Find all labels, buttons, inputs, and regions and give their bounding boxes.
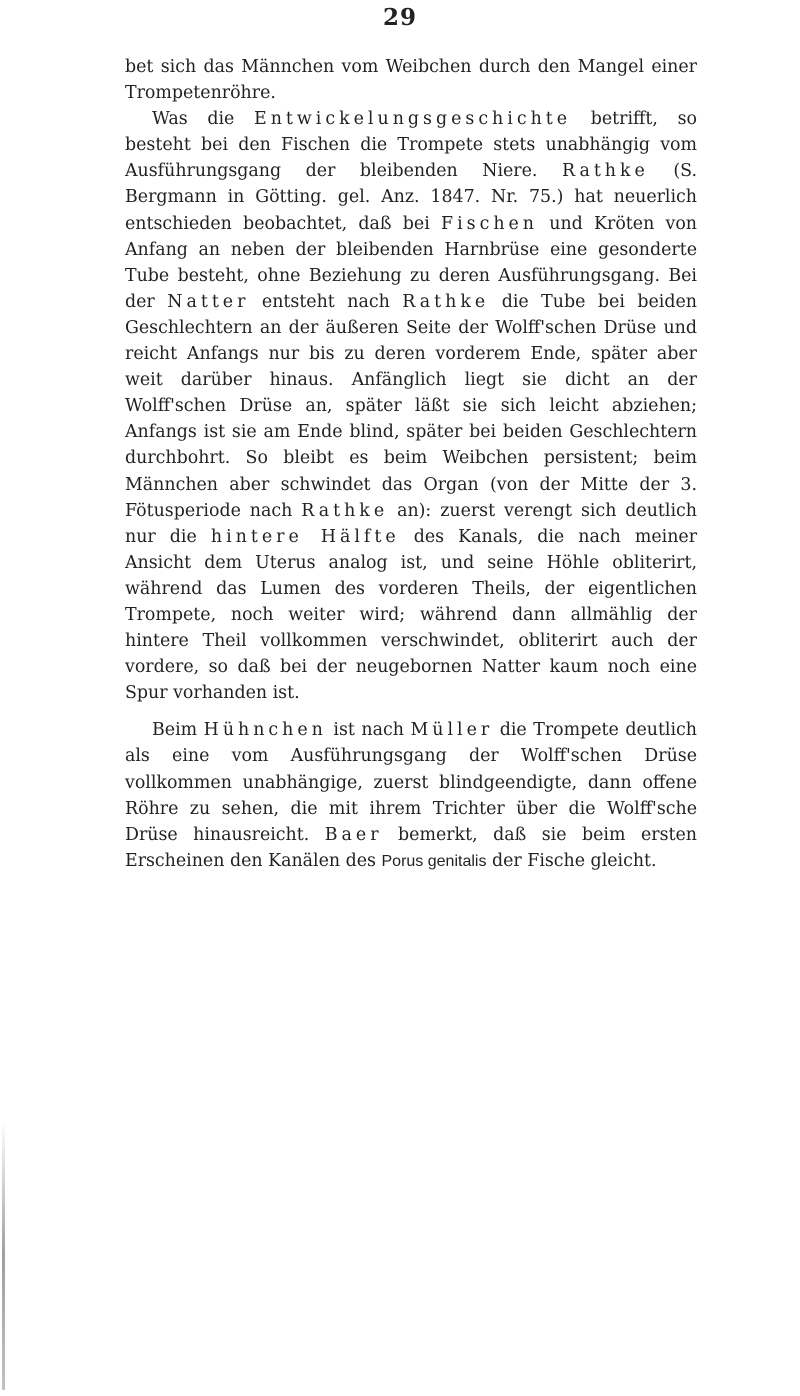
spaced-emphasis-text: Rathke bbox=[561, 161, 649, 182]
text-run: bemerkt, daß sie beim ersten Erscheinen den Kanälen des bbox=[125, 824, 697, 871]
text-run: und Kröten von Anfang an neben der bleibenden Harnbrüse eine gesonderte Tube besteht, ohne Beziehung zu deren Ausführungsgang. Bei der bbox=[125, 213, 698, 312]
spaced-emphasis-text: Müller bbox=[410, 720, 494, 741]
page-number: 29 bbox=[382, 4, 417, 31]
paragraph bbox=[125, 717, 697, 875]
spaced-emphasis-text: Baer bbox=[324, 824, 383, 845]
text-run: Beim bbox=[152, 720, 204, 741]
text-run: entsteht nach bbox=[249, 291, 403, 312]
spaced-emphasis-text: Entwickelungsgeschichte bbox=[254, 109, 572, 130]
spaced-emphasis-text: Hühnchen bbox=[203, 720, 327, 741]
paragraph bbox=[125, 106, 697, 706]
spaced-emphasis-text: hintere Hälfte bbox=[210, 526, 400, 547]
text-run: die Trompete deutlich als eine vom Ausführungsgang der Wolff'schen Drüse vollkommen unabhängige, zuerst blindgeendigte, dann offene Röhre zu sehen, die mit ihrem Trichter über die Wolff'sche Drüse hinausreicht. bbox=[125, 720, 697, 845]
text-run: (S. Bergmann in Götting. gel. Anz. 1847. Nr. 75.) hat neuerlich entschieden beobachtet, daß bei bbox=[125, 161, 697, 234]
text-run: Was die bbox=[152, 109, 255, 130]
spaced-emphasis-text: Rathke bbox=[402, 291, 490, 312]
spaced-emphasis-text: Fischen bbox=[441, 213, 539, 234]
text-run: bet sich das Männchen vom Weibchen durch den Mangel einer Trompetenröhre. bbox=[125, 57, 697, 104]
latin-text: Porus genitalis bbox=[381, 852, 487, 870]
text-run: betrifft, so besteht bei den Fischen die Trompete stets unabhängig vom Ausführungsgang der bleibenden Niere. bbox=[125, 109, 697, 182]
text-run: der Fische gleicht. bbox=[486, 850, 657, 871]
binding-shadow bbox=[2, 1120, 5, 1390]
body-text bbox=[125, 54, 697, 875]
text-run: des Kanals, die nach meiner Ansicht dem Uterus analog ist, und seine Höhle obliterirt, während das Lumen des vorderen Theils, der eigentlichen Trompete, noch weiter wird; während dann allmählig der hintere Theil vollkommen verschwindet, obliterirt auch der vordere, so daß bei der neugebornen Natter kaum noch eine Spur vorhanden ist. bbox=[125, 526, 698, 704]
text-run: an): zuerst verengt sich deutlich nur die bbox=[125, 500, 697, 547]
paragraph bbox=[125, 54, 697, 106]
text-run: ist nach bbox=[326, 720, 411, 741]
text-run: die Tube bei beiden Geschlechtern an der äußeren Seite der Wolff'schen Drüse und reicht Anfangs nur bis zu deren vorderem Ende, später aber weit darüber hinaus. Anfänglich liegt sie dicht an der Wolff'schen Drüse an, später läßt sie sich leicht abziehen; Anfangs ist sie am Ende blind, später bei beiden Geschlechtern durchbohrt. So bleibt es beim Weibchen persistent; beim Männchen aber schwindet das Organ (von der Mitte der 3. Fötusperiode nach bbox=[125, 291, 697, 521]
spaced-emphasis-text: Rathke bbox=[301, 500, 389, 521]
spaced-emphasis-text: Natter bbox=[167, 291, 250, 312]
